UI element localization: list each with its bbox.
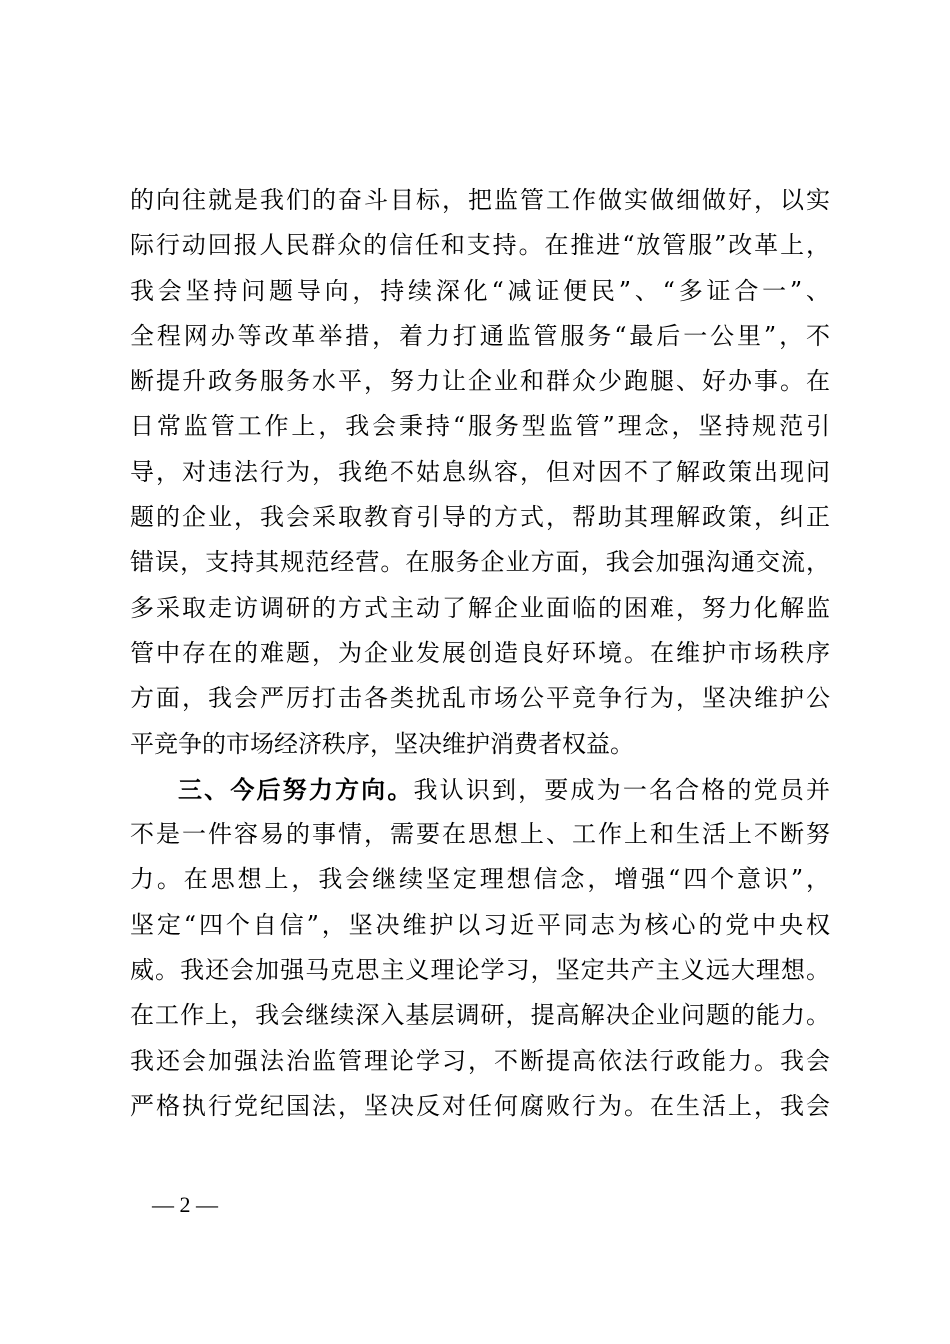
text-line: 我会坚持问题导向，持续深化“减证便民”、“多证合一”、 (130, 276, 830, 305)
text-line: 严格执行党纪国法，坚决反对任何腐败行为。在生活上，我会 (130, 1091, 830, 1120)
text-line: 全程网办等改革举措，着力打通监管服务“最后一公里”，不 (130, 321, 830, 350)
text-line: 威。我还会加强马克思主义理论学习，坚定共产主义远大理想。 (130, 956, 830, 985)
text-line: 断提升政务服务水平，努力让企业和群众少跑腿、好办事。在 (130, 367, 830, 396)
text-line: 的向往就是我们的奋斗目标，把监管工作做实做细做好，以实 (130, 186, 830, 214)
heading-line-rest: 我认识到，要成为一名合格的党员并 (413, 775, 830, 804)
text-line: 不是一件容易的事情，需要在思想上、工作上和生活上不断努 (130, 820, 830, 849)
text-line: 在工作上，我会继续深入基层调研，提高解决企业问题的能力。 (130, 1001, 830, 1030)
text-line: 坚定“四个自信”，坚决维护以习近平同志为核心的党中央权 (130, 910, 830, 939)
text-line: 管中存在的难题，为企业发展创造良好环境。在维护市场秩序 (130, 638, 830, 667)
text-line: 题的企业，我会采取教育引导的方式，帮助其理解政策，纠正 (130, 503, 830, 532)
paragraph-1 (130, 178, 830, 767)
page-number: — 2 — (152, 1192, 218, 1217)
text-line: 平竞争的市场经济秩序，坚决维护消费者权益。 (130, 729, 634, 758)
section-heading: 三、今后努力方向。 (178, 774, 414, 804)
text-line: 多采取走访调研的方式主动了解企业面临的困难，努力化解监 (130, 593, 830, 622)
text-line (130, 767, 830, 812)
text-line: 导，对违法行为，我绝不姑息纵容，但对因不了解政策出现问 (130, 457, 830, 486)
text-line: 力。在思想上，我会继续坚定理想信念，增强“四个意识”， (130, 865, 830, 894)
text-line: 际行动回报人民群众的信任和支持。在推进“放管服”改革上， (130, 231, 830, 260)
text-line: 错误，支持其规范经营。在服务企业方面，我会加强沟通交流， (130, 548, 830, 577)
text-line: 日常监管工作上，我会秉持“服务型监管”理念，坚持规范引 (130, 412, 830, 441)
paragraph-2 (130, 767, 830, 1129)
body-text (130, 178, 830, 1129)
text-line: 我还会加强法治监管理论学习，不断提高依法行政能力。我会 (130, 1046, 830, 1075)
text-line: 方面，我会严厉打击各类扰乱市场公平竞争行为，坚决维护公 (130, 684, 830, 713)
